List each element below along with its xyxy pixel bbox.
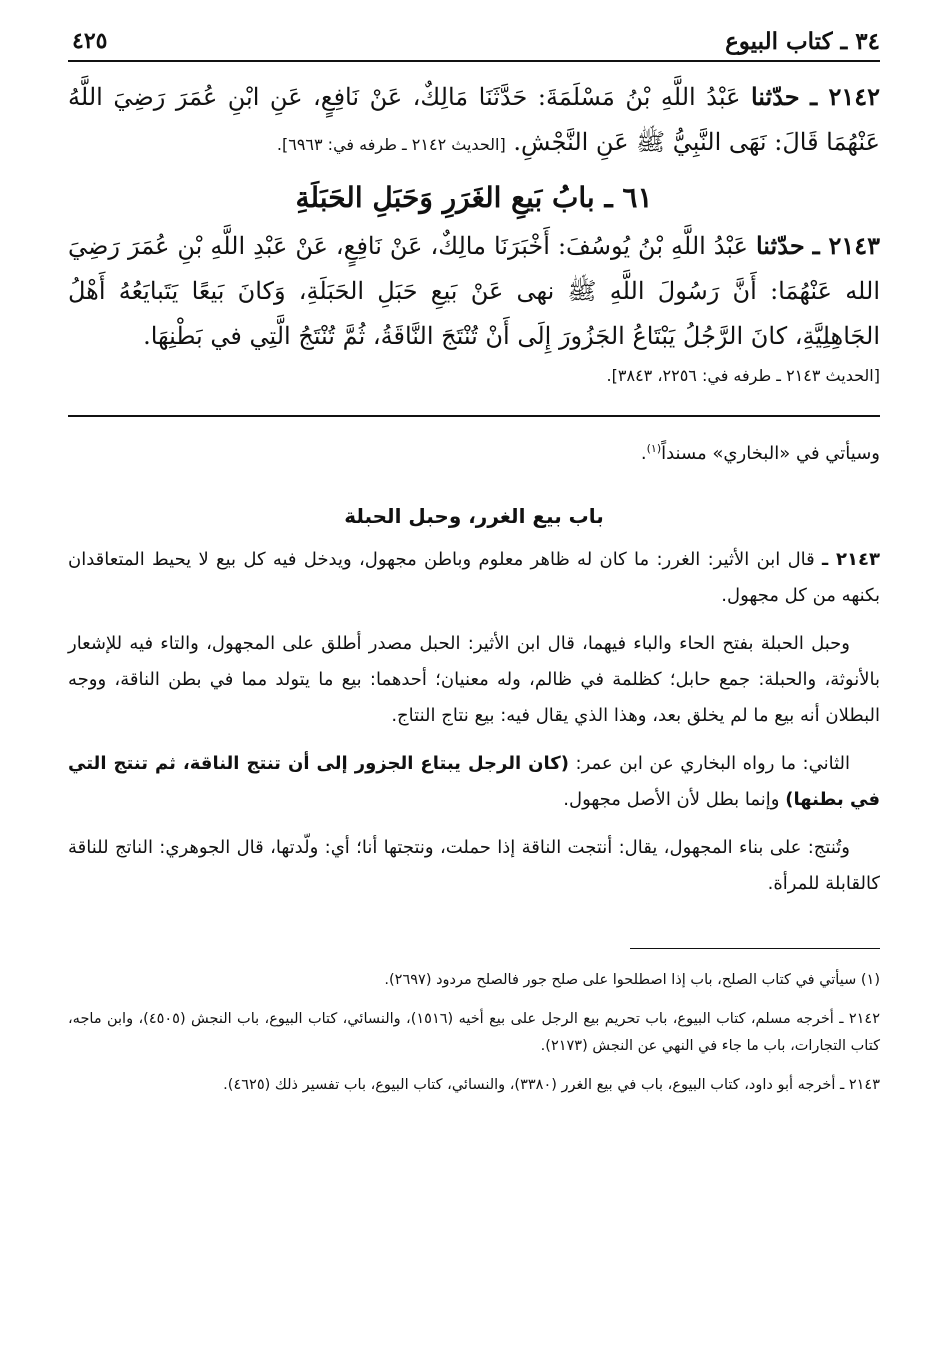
commentary-paragraph: وتُنتج: على بناء المجهول، يقال: أنتجت الناقة إذا حملت، ونتجتها أنا؛ أي: ولّدتها، قال الجوهري: الناتج للناقة كالقابلة للمرأة.: [68, 837, 880, 894]
footnote-item: ٢١٤٣ ـ أخرجه أبو داود، كتاب البيوع، باب في بيع الغرر (٣٣٨٠)، والنسائي، كتاب البيوع، باب تفسير ذلك (٤٦٢٥).: [223, 1077, 880, 1093]
footnotes: [68, 967, 880, 1099]
commentary-paragraph: [68, 746, 880, 818]
section-divider: [68, 415, 880, 417]
commentary-paragraph: [68, 542, 880, 614]
intro-end: .: [640, 443, 647, 464]
quoted-text: (كان الرجل يبتاع الجزور إلى أن تنتج الناقة، ثم تنتج التي في بطنها): [68, 753, 880, 810]
commentary-text: قال ابن الأثير: الغرر: ما كان له ظاهر معلوم وباطن مجهول، ويدخل فيه كل بيع لا يحيط المتعاقدان بكنهه من كل مجهول.: [68, 549, 880, 606]
intro-text: وسيأتي في «البخاري» مسنداً: [661, 443, 880, 464]
hadith-number: ٢١٤٢ ـ: [810, 82, 880, 111]
footnote-rule: [630, 948, 880, 949]
commentary-text: الثاني: ما رواه البخاري عن ابن عمر:: [575, 753, 850, 774]
book-page: [68, 20, 880, 1111]
commentary-title: باب بيع الغرر، وحبل الحبلة: [344, 504, 604, 528]
hadith-2142: [68, 74, 880, 167]
chapter-title: ٣٤ ـ كتاب البيوع: [725, 28, 880, 55]
bab-title: ٦١ ـ بابُ بَيعِ الغَرَرِ وَحَبَلِ الحَبَلَةِ: [295, 181, 653, 214]
hadith-reference: [الحديث ٢١٤٣ ـ طرفه في: ٢٢٥٦، ٣٨٤٣].: [606, 366, 880, 385]
commentary-number: ٢١٤٣ ـ: [822, 549, 880, 570]
footnote-mark: (١): [646, 442, 662, 455]
page-number: ٤٢٥: [72, 28, 108, 54]
commentary-paragraph: وحبل الحبلة بفتح الحاء والباء فيهما، قال ابن الأثير: الحبل مصدر أطلق على المجهول، والتاء فيه للإشعار بالأنوثة، والحبلة: جمع حابل؛ كظلمة في ظالم، وله معنيان؛ أحدهما: بيع ما يتولد مما في بطن الناقة، ووجه البطلان أنه بيع ما لم يخلق بعد، وهذا الذي يقال فيه: بيع نتاج النتاج.: [68, 633, 880, 726]
hadith-text: عَبْدُ اللَّهِ بْنُ مَسْلَمَةَ: حَدَّثَنَا مَالِكٌ، عَنْ نَافِعٍ، عَنِ ابْنِ عُمَرَ رَضِيَ اللَّهُ عَنْهُمَا قَالَ: نَهَى النَّبِيُّ ﷺ عَنِ النَّجْشِ.: [68, 83, 880, 156]
commentary-text: وإنما بطل لأن الأصل مجهول.: [563, 789, 780, 810]
page-header: [68, 20, 880, 62]
footnote-item: ٢١٤٢ ـ أخرجه مسلم، كتاب البيوع، باب تحريم بيع الرجل على بيع أخيه (١٥١٦)، والنسائي، كتاب البيوع، باب النجش (٤٥٠٥)، وابن ماجه، كتاب التجارات، باب ما جاء في النهي عن النجش (٢١٧٣).: [68, 1011, 880, 1054]
hadith-2143: [68, 223, 880, 359]
footnote-item: (١) سيأتي في كتاب الصلح، باب إذا اصطلحوا على صلح جور فالصلح مردود (٢٦٩٧).: [384, 972, 880, 988]
hadith-reference: [الحديث ٢١٤٢ ـ طرفه في: ٦٩٦٣].: [276, 135, 506, 154]
hadith-number: ٢١٤٣ ـ: [812, 231, 880, 260]
hadith-text: عَبْدُ اللَّهِ بْنُ يُوسُفَ: أَخْبَرَنَا مالِكٌ، عَنْ نَافِعٍ، عَنْ عَبْدِ اللَّهِ بْنِ عُمَرَ رَضِيَ الله عَنْهُمَا: أَنَّ رَسُولَ اللَّهِ ﷺ نهى عَنْ بَيعِ حَبَلِ الحَبَلَةِ، وَكانَ بَيعًا يَتَبايَعُهُ أَهْلُ الجَاهِلِيَّةِ، كانَ الرَّجُلُ يَبْتَاعُ الجَزُورَ إِلَى أَنْ تُنْتَجَ النَّاقَةُ، ثُمَّ تُنْتَجُ الَّتِي في بَطْنِهَا.: [68, 232, 880, 350]
hadith-lead: حدّثنا: [750, 82, 800, 111]
commentary-intro: [68, 431, 880, 472]
hadith-lead: حدّثنا: [755, 231, 805, 260]
